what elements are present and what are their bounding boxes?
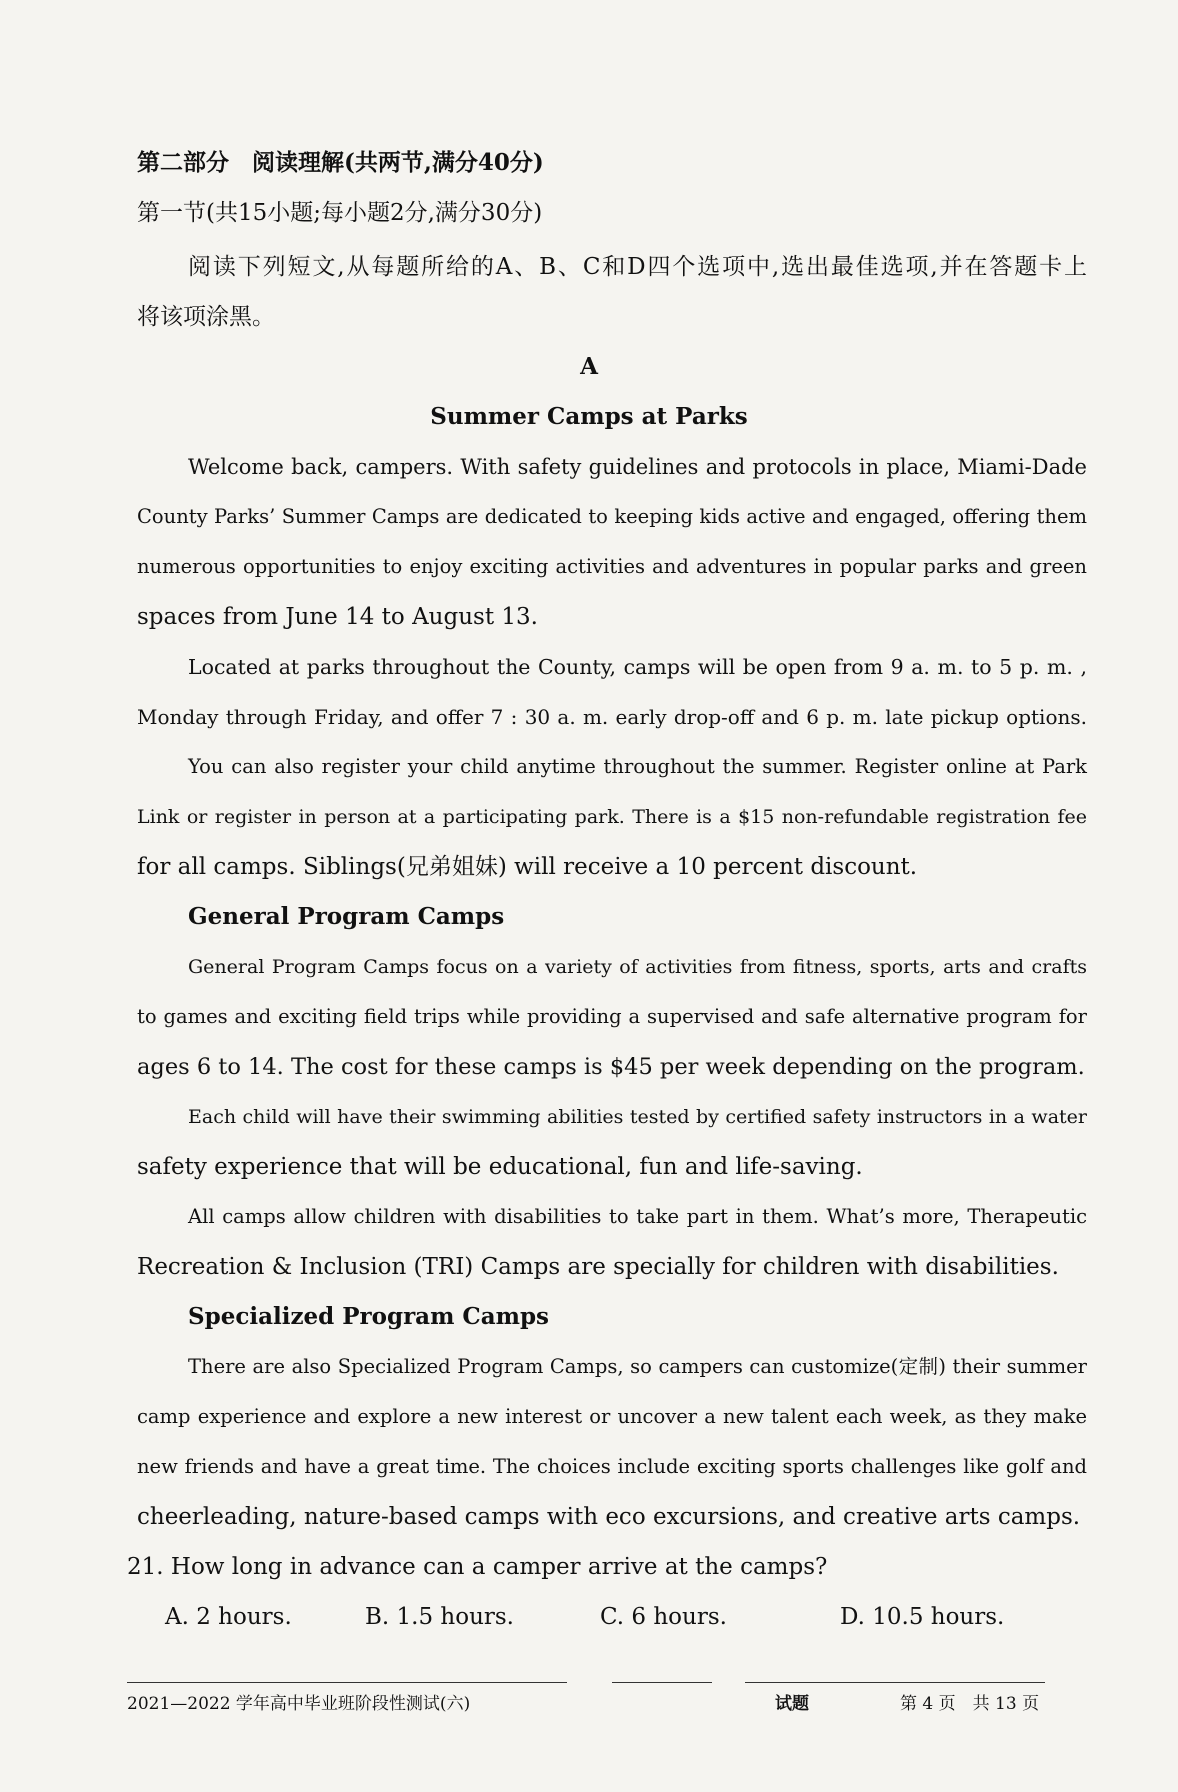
- footer-rule-middle: [612, 1682, 712, 1683]
- option-b[interactable]: B. 1.5 hours.: [365, 1604, 514, 1630]
- heading-general-program: General Program Camps: [188, 903, 505, 930]
- option-c[interactable]: C. 6 hours.: [600, 1604, 727, 1630]
- instruction-line-1: 阅读下列短文,从每题所给的A、B、C和D四个选项中,选出最佳选项,并在答题卡上: [188, 254, 1087, 280]
- subsection-title: 第一节(共15小题;每小题2分,满分30分): [137, 200, 543, 226]
- passage-line: All camps allow children with disabilities to take part in them. What’s more, Therapeutic: [188, 1205, 1087, 1228]
- passage-line: ages 6 to 14. The cost for these camps is $45 per week depending on the program.: [137, 1054, 1085, 1080]
- passage-label: A: [580, 353, 598, 380]
- passage-line: Located at parks throughout the County, camps will be open from 9 a. m. to 5 p. m. ,: [188, 655, 1087, 679]
- option-a[interactable]: A. 2 hours.: [165, 1604, 292, 1630]
- footer-exam-name: 2021—2022 学年高中毕业班阶段性测试(六): [127, 1694, 471, 1714]
- passage-title: Summer Camps at Parks: [430, 403, 748, 430]
- passage-line: Welcome back, campers. With safety guidelines and protocols in place, Miami-Dade: [188, 455, 1087, 479]
- passage-line: camp experience and explore a new interest or uncover a new talent each week, as they make: [137, 1405, 1087, 1428]
- passage-line: to games and exciting field trips while providing a supervised and safe alternative program for: [137, 1005, 1087, 1028]
- passage-line: for all camps. Siblings(兄弟姐妹) will receive a 10 percent discount.: [137, 854, 918, 880]
- passage-line: Recreation & Inclusion (TRI) Camps are specially for children with disabilities.: [137, 1254, 1059, 1280]
- passage-line: safety experience that will be educational, fun and life-saving.: [137, 1154, 863, 1180]
- footer-page-info: 第 4 页 共 13 页: [900, 1694, 1040, 1714]
- option-d[interactable]: D. 10.5 hours.: [840, 1604, 1005, 1630]
- passage-line: Each child will have their swimming abilities tested by certified safety instructors in a water: [188, 1106, 1087, 1128]
- instruction-line-2: 将该项涂黑。: [137, 304, 275, 330]
- footer-rule-right: [745, 1682, 1045, 1683]
- passage-line: County Parks’ Summer Camps are dedicated to keeping kids active and engaged, offering them: [137, 505, 1087, 528]
- passage-line: General Program Camps focus on a variety of activities from fitness, sports, arts and crafts: [188, 956, 1087, 978]
- passage-line: There are also Specialized Program Camps, so campers can customize(定制) their summer: [188, 1355, 1087, 1378]
- passage-line: cheerleading, nature-based camps with eco excursions, and creative arts camps.: [137, 1504, 1081, 1530]
- passage-line: Monday through Friday, and offer 7 : 30 a. m. early drop-off and 6 p. m. late pickup options.: [137, 705, 1087, 729]
- passage-line: spaces from June 14 to August 13.: [137, 604, 538, 630]
- part-title: 第二部分 阅读理解(共两节,满分40分): [137, 149, 544, 176]
- footer-rule-left: [127, 1682, 567, 1683]
- passage-line: new friends and have a great time. The choices include exciting sports challenges like golf and: [137, 1455, 1087, 1478]
- passage-line: numerous opportunities to enjoy exciting activities and adventures in popular parks and green: [137, 555, 1087, 578]
- passage-line: Link or register in person at a participating park. There is a $15 non-refundable registration fee: [137, 806, 1087, 828]
- question-stem: 21. How long in advance can a camper arrive at the camps?: [127, 1554, 828, 1580]
- passage-line: You can also register your child anytime throughout the summer. Register online at Park: [188, 755, 1087, 778]
- footer-paper-type: 试题: [775, 1694, 809, 1714]
- heading-specialized-program: Specialized Program Camps: [188, 1303, 550, 1330]
